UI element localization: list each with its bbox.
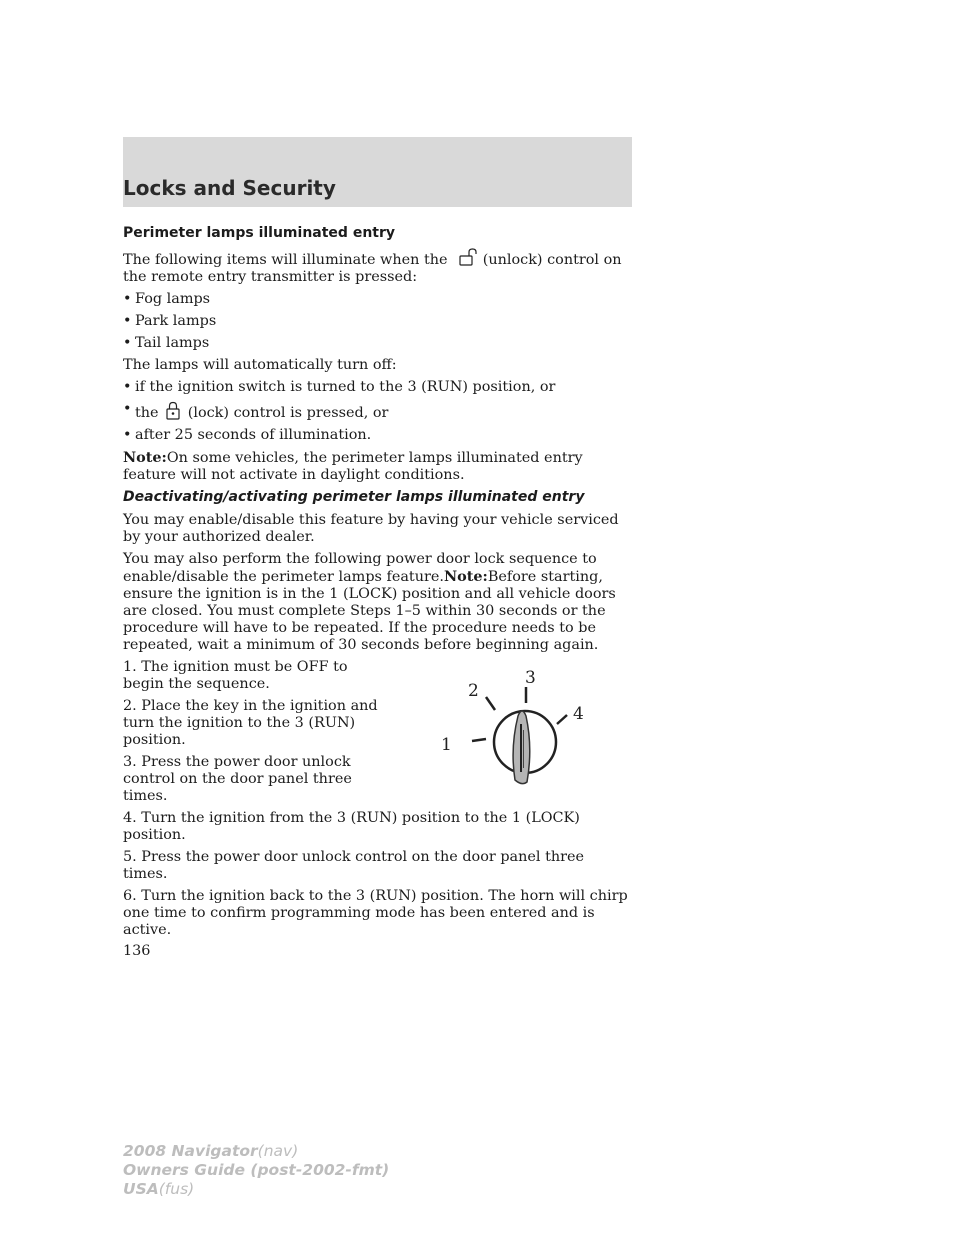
steps-with-diagram [123, 659, 385, 805]
note-paragraph: Note:On some vehicles, the perimeter lamps illuminated entry feature will not activate in daylight conditions. [123, 449, 583, 483]
list-item: • the (lock) control is pressed, or [123, 401, 389, 421]
step-item: 5. Press the power door unlock control on the door panel three times. [123, 849, 585, 882]
list-item: • if the ignition switch is turned to the 3 (RUN) position, or [123, 379, 556, 395]
position-label-4: 4 [573, 704, 584, 724]
position-label-1: 1 [441, 735, 452, 755]
auto-off-intro: The lamps will automatically turn off: [123, 357, 397, 373]
section-heading: Perimeter lamps illuminated entry [123, 225, 396, 241]
list-item: • Park lamps [123, 313, 217, 329]
page-number: 136 [123, 943, 151, 959]
position-tick-1 [472, 739, 486, 741]
position-tick-4 [557, 715, 567, 724]
page-title: Locks and Security [123, 176, 336, 200]
position-tick-2 [486, 697, 495, 710]
lock-icon [163, 401, 183, 420]
position-label-3: 3 [525, 668, 536, 688]
list-item: • Fog lamps [123, 291, 211, 307]
step-item: 2. Place the key in the ignition and turn the ignition to the 3 (RUN) position. [123, 698, 378, 748]
paragraph: You may also perform the following power door lock sequence to enable/disable the perimeter lamps feature.Note:Before starting, ensure the ignition is in the 1 (LOCK) position and all vehicle doors are closed. You must complete Steps 1–5 within 30 seconds or the procedure will have to be repeated. If the procedure needs to be repeated, wait a minimum of 30 seconds before beginning again. [123, 551, 616, 653]
main-content [123, 225, 633, 944]
unlock-icon [452, 248, 478, 266]
subsection-heading: Deactivating/activating perimeter lamps illuminated entry [123, 489, 585, 505]
step-item: 4. Turn the ignition from the 3 (RUN) position to the 1 (LOCK) position. [123, 810, 580, 843]
intro-paragraph: The following items will illuminate when the (unlock) control on the remote entry transmitter is pressed: [123, 248, 633, 286]
ignition-diagram [430, 660, 600, 790]
step-item: 3. Press the power door unlock control on the door panel three times. [123, 754, 352, 804]
list-item: • Tail lamps [123, 335, 210, 351]
paragraph: You may enable/disable this feature by having your vehicle serviced by your authorized dealer. [123, 512, 619, 545]
step-item: 6. Turn the ignition back to the 3 (RUN) position. The horn will chirp one time to confirm programming mode has been entered and is active. [123, 888, 628, 938]
step-item: 1. The ignition must be OFF to begin the sequence. [123, 659, 348, 692]
document-footer: 2008 Navigator(nav) Owners Guide (post-2002-fmt) USA(fus) [123, 1142, 390, 1198]
list-item: • after 25 seconds of illumination. [123, 427, 372, 443]
position-label-2: 2 [468, 681, 479, 701]
